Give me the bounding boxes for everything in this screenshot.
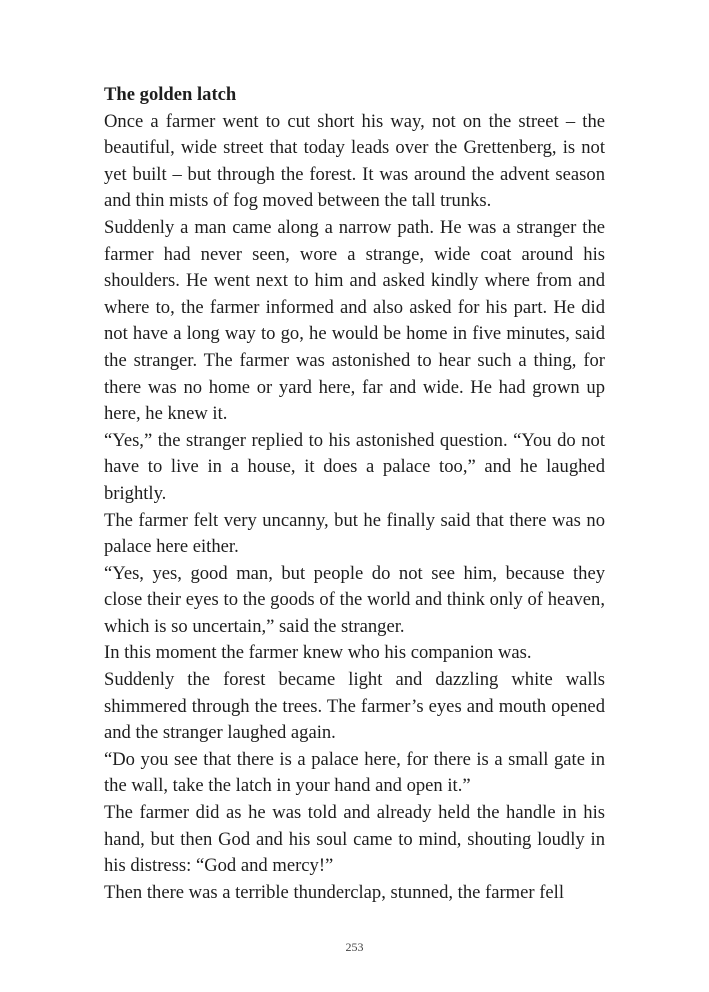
paragraph: In this moment the farmer knew who his companion was. <box>104 642 532 664</box>
paragraph: “Yes,” the stranger replied to his astonished question. “You do not have to live in a house, it does a palace too,” and he laughed brightly. <box>104 429 605 504</box>
paragraph: “Do you see that there is a palace here, for there is a small gate in the wall, take the latch in your hand and open it.” <box>104 748 605 797</box>
paragraph: Then there was a terrible thunderclap, stunned, the farmer fell <box>104 881 564 903</box>
paragraph: Once a farmer went to cut short his way, not on the street – the beautiful, wide street that today leads over the Grettenberg, is not yet built – but through the forest. It was around the advent season and thin mists of fog moved between the tall trunks. <box>104 110 605 212</box>
paragraph: The farmer did as he was told and already held the handle in his hand, but then God and his soul came to mind, shouting loudly in his distress: “God and mercy!” <box>104 802 605 877</box>
paragraph: The farmer felt very uncanny, but he finally said that there was no palace here either. <box>104 509 605 558</box>
story-title: The golden latch <box>104 84 237 105</box>
paragraph: “Yes, yes, good man, but people do not see him, because they close their eyes to the goods of the world and think only of heaven, which is so uncertain,” said the stranger. <box>104 562 605 637</box>
paragraph: Suddenly the forest became light and dazzling white walls shimmered through the trees. The farmer’s eyes and mouth opened and the stranger laughed again. <box>104 669 605 744</box>
page-body <box>104 82 605 906</box>
paragraph: Suddenly a man came along a narrow path. He was a stranger the farmer had never seen, wore a strange, wide coat around his shoulders. He went next to him and asked kindly where from and where to, the farmer informed and also asked for his part. He did not have a long way to go, he would be home in five minutes, said the stranger. The farmer was astonished to hear such a thing, for there was no home or yard here, far and wide. He had grown up here, he knew it. <box>104 216 605 425</box>
page-number: 253 <box>345 940 364 954</box>
